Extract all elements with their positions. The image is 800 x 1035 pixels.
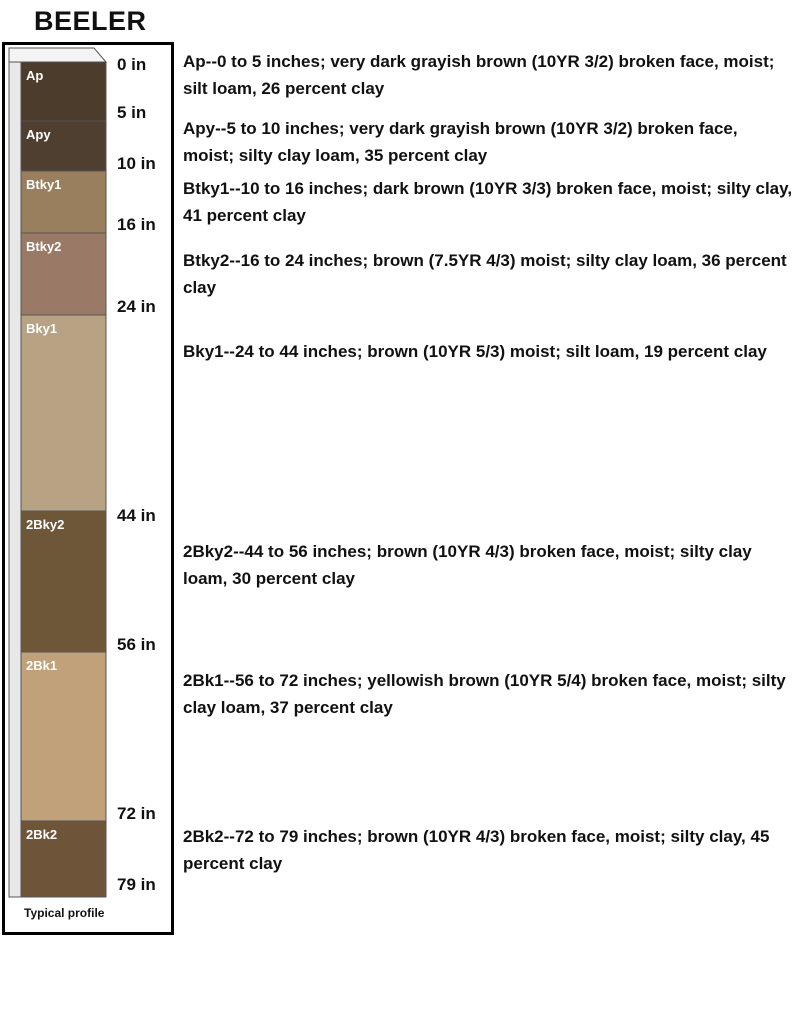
horizon-description-2bky2: 2Bky2--44 to 56 inches; brown (10YR 4/3) broken face, moist; silty clay loam, 30 percent clay xyxy=(183,542,752,588)
depth-label: 44 in xyxy=(117,506,156,525)
profile-caption: Typical profile xyxy=(24,906,105,920)
depth-label: 56 in xyxy=(117,635,156,654)
depth-label: 24 in xyxy=(117,297,156,316)
layer-label-2bk2: 2Bk2 xyxy=(26,827,58,842)
horizon-description-apy: Apy--5 to 10 inches; very dark grayish brown (10YR 3/2) broken face, moist; silty clay loam, 35 percent clay xyxy=(183,119,738,165)
column-top-face xyxy=(9,48,106,62)
depth-label: 10 in xyxy=(117,154,156,173)
depth-label: 72 in xyxy=(117,804,156,823)
layer-label-bky1: Bky1 xyxy=(26,321,58,336)
depth-label: 16 in xyxy=(117,215,156,234)
horizon-description-2bk1: 2Bk1--56 to 72 inches; yellowish brown (10YR 5/4) broken face, moist; silty clay loam, 37 percent clay xyxy=(183,671,786,717)
horizon-description-btky2: Btky2--16 to 24 inches; brown (7.5YR 4/3) moist; silty clay loam, 36 percent clay xyxy=(183,251,787,297)
depth-label: 79 in xyxy=(117,875,156,894)
layer-label-btky1: Btky1 xyxy=(26,177,62,192)
profile-title: BEELER xyxy=(34,6,147,36)
soil-layer-2bky2 xyxy=(21,511,106,652)
horizon-description-btky1: Btky1--10 to 16 inches; dark brown (10YR 3/3) broken face, moist; silty clay, 41 percent clay xyxy=(183,179,793,225)
layer-label-2bk1: 2Bk1 xyxy=(26,658,58,673)
horizon-description-ap: Ap--0 to 5 inches; very dark grayish brown (10YR 3/2) broken face, moist; silt loam, 26 percent clay xyxy=(183,52,775,98)
depth-label: 5 in xyxy=(117,103,147,122)
layer-label-btky2: Btky2 xyxy=(26,239,62,254)
soil-layer-bky1 xyxy=(21,315,106,511)
horizon-description-bky1: Bky1--24 to 44 inches; brown (10YR 5/3) moist; silt loam, 19 percent clay xyxy=(183,342,767,361)
horizon-description-2bk2: 2Bk2--72 to 79 inches; brown (10YR 4/3) broken face, moist; silty clay, 45 percent clay xyxy=(183,827,770,873)
soil-layer-2bk1 xyxy=(21,652,106,821)
column-side-face xyxy=(9,62,21,897)
layer-label-apy: Apy xyxy=(26,127,51,142)
depth-label: 0 in xyxy=(117,55,147,74)
layer-label-2bky2: 2Bky2 xyxy=(26,517,65,532)
layer-label-ap: Ap xyxy=(26,68,44,83)
